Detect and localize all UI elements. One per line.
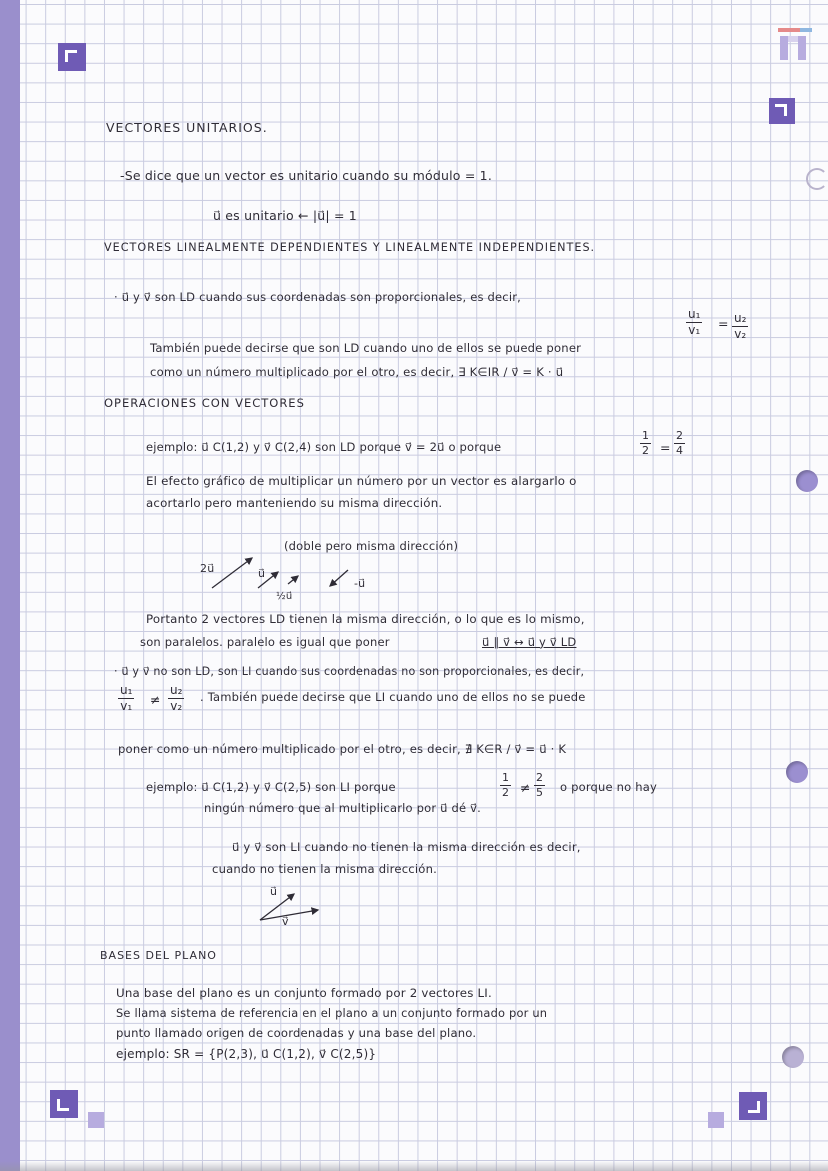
brand-logo-icon [776, 24, 816, 64]
heading-bases: BASES DEL PLANO [100, 949, 217, 962]
text-ejemplo-li-2: ningún número que al multiplicarlo por u⃗ dé v⃗. [204, 801, 481, 815]
fraction-li-right: u₂ v₂ [170, 683, 183, 714]
text-portanto-2: son paralelos. paralelo es igual que poner [140, 635, 390, 649]
binder-hole [782, 1046, 804, 1068]
label-u: u⃗ [258, 567, 266, 580]
binder-hole [796, 470, 818, 492]
text-ejemplo-li-1b: o porque no hay [560, 780, 657, 794]
binder-hole [786, 761, 808, 783]
square-marker-bottom-right [708, 1112, 724, 1128]
text-li-alt-2: poner como un número multiplicado por el otro, es decir, ∄ K∈R / v⃗ = u⃗ · K [118, 742, 567, 756]
binder-hole-ring [806, 168, 828, 190]
fraction-ld-equals: = [718, 316, 729, 331]
fraction-ejemplo-li-notequal: ≠ [520, 780, 531, 795]
text-ld-alt-1: También puede decirse que son LD cuando uno de ellos se puede poner [150, 341, 582, 355]
text-bases-2: Se llama sistema de referencia en el plano a un conjunto formado por un [116, 1006, 548, 1020]
text-ejemplo-li-1: ejemplo: u⃗ C(1,2) y v⃗ C(2,5) son LI porque [146, 780, 396, 794]
formula-unitario: u⃗ es unitario ← |u⃗| = 1 [213, 208, 357, 223]
label-neg-u: -u⃗ [354, 577, 366, 590]
text-ld-alt-2: como un número multiplicado por el otro, es decir, ∃ K∈IR / v⃗ = K · u⃗ [150, 365, 564, 379]
fraction-ejemplo-ld-left: 1 2 [642, 429, 649, 458]
text-li-dir-2: cuando no tienen la misma dirección. [212, 862, 438, 876]
text-ejemplo-ld: ejemplo: u⃗ C(1,2) y v⃗ C(2,4) son LD porque v⃗ = 2u⃗ o porque [146, 440, 502, 454]
text-paralelo-notation: u⃗ ∥ v⃗ ↔ u⃗ y v⃗ LD [482, 635, 577, 649]
fraction-li-notequal: ≠ [150, 692, 161, 707]
text-li-def: · u⃗ y v⃗ no son LD, son LI cuando sus coordenadas no son proporcionales, es decir, [114, 665, 585, 678]
label-li-v: v⃗ [282, 915, 289, 928]
text-li-alt-1: . También puede decirse que LI cuando uno de ellos no se puede [200, 690, 586, 704]
text-bases-1: Una base del plano es un conjunto formado por 2 vectores LI. [116, 986, 492, 1000]
corner-marker-bottom-left [50, 1090, 78, 1118]
page-edge-bar [0, 0, 20, 1171]
fraction-ejemplo-li-left: 1 2 [502, 771, 509, 800]
corner-marker-top-right [769, 98, 795, 124]
text-def-unitario: -Se dice que un vector es unitario cuando su módulo = 1. [120, 168, 492, 183]
fraction-ejemplo-li-right: 2 5 [536, 771, 543, 800]
diagram-caption: (doble pero misma dirección) [284, 539, 459, 553]
label-li-u: u⃗ [270, 885, 278, 898]
text-bases-3: punto llamado origen de coordenadas y una base del plano. [116, 1026, 477, 1040]
fraction-ejemplo-ld-equals: = [660, 440, 671, 455]
text-bases-ejemplo: ejemplo: SR = {P(2,3), u⃗ C(1,2), v⃗ C(2,5)} [116, 1047, 377, 1061]
heading-ld-li: VECTORES LINEALMENTE DEPENDIENTES Y LINEALMENTE INDEPENDIENTES. [104, 241, 596, 254]
text-efecto-1: El efecto gráfico de multiplicar un número por un vector es alargarlo o [146, 474, 577, 488]
fraction-ld-left: u₁ v₁ [688, 307, 701, 338]
text-li-dir-1: u⃗ y v⃗ son LI cuando no tienen la misma dirección es decir, [232, 840, 581, 854]
corner-marker-top-left [58, 43, 86, 71]
heading-vectores-unitarios: VECTORES UNITARIOS. [106, 120, 268, 135]
label-two-u: 2u⃗ [200, 562, 215, 575]
corner-marker-bottom-right [739, 1092, 767, 1120]
heading-operaciones: OPERACIONES CON VECTORES [104, 396, 305, 410]
text-ld-def: · u⃗ y v⃗ son LD cuando sus coordenadas son proporcionales, es decir, [114, 290, 522, 304]
li-vectors-diagram [254, 880, 324, 930]
fraction-ld-right: u₂ v₂ [734, 311, 747, 342]
text-efecto-2: acortarlo pero manteniendo su misma dirección. [146, 496, 443, 510]
text-portanto-1: Portanto 2 vectores LD tienen la misma dirección, o lo que es lo mismo, [146, 612, 585, 626]
fraction-li-left: u₁ v₁ [120, 683, 133, 714]
page-bottom-shadow [0, 1161, 828, 1171]
square-marker-bottom-left [88, 1112, 104, 1128]
label-half-u: ½u⃗ [276, 591, 293, 602]
fraction-ejemplo-ld-right: 2 4 [676, 429, 683, 458]
